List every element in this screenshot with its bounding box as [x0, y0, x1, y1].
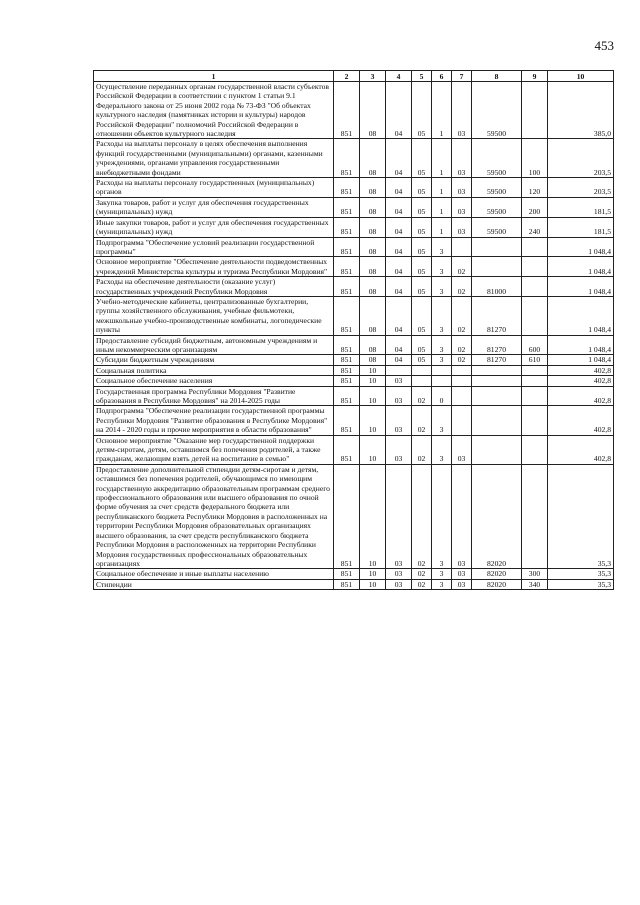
code-program: 05	[412, 296, 432, 335]
code-section: 08	[360, 197, 386, 217]
code-ministry: 851	[334, 139, 360, 178]
code-ministry: 851	[334, 406, 360, 435]
code-section: 08	[360, 82, 386, 139]
code-subsection: 04	[386, 257, 412, 277]
code-section: 08	[360, 335, 386, 355]
code-subsection: 03	[386, 435, 412, 464]
code-direction	[472, 435, 522, 464]
row-description: Подпрограмма "Обеспечение условий реализации государственной программы"	[94, 237, 334, 257]
code-subsection: 04	[386, 296, 412, 335]
code-section: 10	[360, 376, 386, 386]
code-measure: 03	[452, 464, 472, 568]
code-direction	[472, 376, 522, 386]
code-expense-type: 100	[522, 139, 548, 178]
table-row	[94, 296, 614, 335]
code-subsection: 03	[386, 579, 412, 589]
code-subprogram	[432, 365, 452, 375]
code-program: 05	[412, 277, 432, 297]
code-direction	[472, 406, 522, 435]
code-ministry: 851	[334, 217, 360, 237]
code-program	[412, 376, 432, 386]
code-program: 05	[412, 355, 432, 365]
code-measure	[452, 386, 472, 406]
code-program: 05	[412, 335, 432, 355]
code-expense-type	[522, 376, 548, 386]
code-expense-type: 300	[522, 569, 548, 579]
column-header: 2	[334, 71, 360, 82]
table-row	[94, 178, 614, 198]
code-program: 05	[412, 257, 432, 277]
code-ministry: 851	[334, 335, 360, 355]
code-subsection: 03	[386, 376, 412, 386]
row-description: Расходы на выплаты персоналу в целях обеспечения выполнения функций государственными (муниципальными) органами, казенными учреждениями, органами управления государственными внебюджетными фондами	[94, 139, 334, 178]
table-row	[94, 82, 614, 139]
table-row	[94, 217, 614, 237]
code-expense-type	[522, 237, 548, 257]
row-description: Основное мероприятие "Оказание мер государственной поддержки детям-сиротам, детям, оставшимся без попечения родителей, а также гражданам, желающим взять детей на воспитание в семью"	[94, 435, 334, 464]
code-measure: 03	[452, 217, 472, 237]
table-row	[94, 569, 614, 579]
row-description: Основное мероприятие "Обеспечение деятельности подведомственных учреждений Министерства культуры и туризма Республики Мордовия"	[94, 257, 334, 277]
code-subprogram: 3	[432, 296, 452, 335]
code-expense-type: 120	[522, 178, 548, 198]
table-row	[94, 257, 614, 277]
code-ministry: 851	[334, 579, 360, 589]
amount: 181,5	[548, 217, 614, 237]
column-header: 10	[548, 71, 614, 82]
code-subprogram: 1	[432, 197, 452, 217]
column-header: 7	[452, 71, 472, 82]
amount: 402,8	[548, 406, 614, 435]
code-subsection: 04	[386, 277, 412, 297]
amount: 385,0	[548, 82, 614, 139]
code-section: 10	[360, 435, 386, 464]
row-description: Социальное обеспечение и иные выплаты населению	[94, 569, 334, 579]
code-section: 08	[360, 296, 386, 335]
page-number: 453	[594, 38, 614, 53]
code-measure	[452, 237, 472, 257]
code-direction: 82020	[472, 579, 522, 589]
table-row	[94, 386, 614, 406]
code-measure: 02	[452, 335, 472, 355]
row-description: Подпрограмма "Обеспечение реализации государственной программы Республики Мордовия "Развитие образования в Республике Мордовия" на 2014 - 2020 годы и прочие мероприятия в области образования"	[94, 406, 334, 435]
row-description: Расходы на выплаты персоналу государственных (муниципальных) органов	[94, 178, 334, 198]
code-direction: 81270	[472, 296, 522, 335]
amount: 35,3	[548, 464, 614, 568]
table-row	[94, 197, 614, 217]
code-program: 02	[412, 386, 432, 406]
code-subsection: 04	[386, 139, 412, 178]
code-program: 02	[412, 569, 432, 579]
code-subsection: 03	[386, 569, 412, 579]
column-header: 5	[412, 71, 432, 82]
code-subsection: 04	[386, 335, 412, 355]
row-description: Расходы на обеспечение деятельности (оказание услуг) государственных учреждений Республики Мордовия	[94, 277, 334, 297]
code-subprogram: 3	[432, 277, 452, 297]
code-program: 05	[412, 139, 432, 178]
amount: 203,5	[548, 178, 614, 198]
code-subsection: 03	[386, 386, 412, 406]
code-program: 05	[412, 82, 432, 139]
code-section: 08	[360, 139, 386, 178]
code-expense-type	[522, 257, 548, 277]
row-description: Предоставление дополнительной стипендии детям-сиротам и детям, оставшимся без попечения родителей, обучающимся по имеющим государственную аккредитацию образовательным программам среднего профессионального образования или высшего образования по очной форме обучения за счет средств федерального бюджета или республиканского бюджета Республики Мордовия в расположенных на территории Республики Мордовия образовательных организациях высшего образования, за счет средств республиканского бюджета Республики Мордовия в расположенных на территории Республики Мордовия государственных профессиональных образовательных организациях	[94, 464, 334, 568]
code-section: 08	[360, 355, 386, 365]
amount: 1 048,4	[548, 335, 614, 355]
code-subprogram: 3	[432, 435, 452, 464]
code-direction: 82020	[472, 464, 522, 568]
column-header: 6	[432, 71, 452, 82]
code-expense-type	[522, 406, 548, 435]
code-subsection: 04	[386, 237, 412, 257]
amount: 203,5	[548, 139, 614, 178]
code-direction: 59500	[472, 139, 522, 178]
row-description: Закупка товаров, работ и услуг для обеспечения государственных (муниципальных) нужд	[94, 197, 334, 217]
code-program: 02	[412, 435, 432, 464]
amount: 181,5	[548, 197, 614, 217]
row-description: Субсидии бюджетным учреждениям	[94, 355, 334, 365]
code-ministry: 851	[334, 464, 360, 568]
code-program: 05	[412, 197, 432, 217]
amount: 402,8	[548, 365, 614, 375]
code-ministry: 851	[334, 386, 360, 406]
code-expense-type	[522, 365, 548, 375]
code-section: 08	[360, 217, 386, 237]
code-program: 05	[412, 178, 432, 198]
code-measure: 03	[452, 569, 472, 579]
code-ministry: 851	[334, 376, 360, 386]
amount: 402,8	[548, 386, 614, 406]
column-header: 1	[94, 71, 334, 82]
code-ministry: 851	[334, 296, 360, 335]
table-row	[94, 464, 614, 568]
row-description: Учебно-методические кабинеты, централизованные бухгалтерии, группы хозяйственного обслуживания, учебные фильмотеки, межшкольные учебно-производственные комбинаты, логопедические пункты	[94, 296, 334, 335]
code-expense-type	[522, 277, 548, 297]
code-section: 08	[360, 178, 386, 198]
code-subsection: 04	[386, 82, 412, 139]
code-subsection: 04	[386, 197, 412, 217]
row-description: Осуществление переданных органам государственной власти субъектов Российской Федерации в соответствии с пунктом 1 статьи 9.1 Федерального закона от 25 июня 2002 года № 73-ФЗ "Об объектах культурного наследия (памятниках истории и культуры) народов Российской Федерации" полномочий Российской Федерации в отношении объектов культурного наследия	[94, 82, 334, 139]
code-measure: 02	[452, 257, 472, 277]
budget-table	[93, 70, 614, 590]
table-row	[94, 435, 614, 464]
amount: 402,8	[548, 376, 614, 386]
header-row	[94, 71, 614, 82]
amount: 1 048,4	[548, 355, 614, 365]
code-direction: 82020	[472, 569, 522, 579]
code-subprogram: 1	[432, 139, 452, 178]
amount: 1 048,4	[548, 296, 614, 335]
code-subprogram: 3	[432, 355, 452, 365]
code-expense-type: 610	[522, 355, 548, 365]
code-subprogram: 3	[432, 257, 452, 277]
code-expense-type	[522, 296, 548, 335]
code-direction: 59500	[472, 178, 522, 198]
table-row	[94, 376, 614, 386]
code-measure: 03	[452, 178, 472, 198]
code-ministry: 851	[334, 257, 360, 277]
code-expense-type: 600	[522, 335, 548, 355]
code-ministry: 851	[334, 277, 360, 297]
code-section: 10	[360, 386, 386, 406]
code-ministry: 851	[334, 435, 360, 464]
code-subsection: 04	[386, 355, 412, 365]
code-subprogram: 1	[432, 217, 452, 237]
code-direction: 81000	[472, 277, 522, 297]
table-row	[94, 406, 614, 435]
amount: 1 048,4	[548, 237, 614, 257]
code-direction	[472, 257, 522, 277]
code-expense-type	[522, 386, 548, 406]
code-ministry: 851	[334, 365, 360, 375]
code-ministry: 851	[334, 355, 360, 365]
code-subprogram: 3	[432, 579, 452, 589]
code-measure: 03	[452, 82, 472, 139]
table-row	[94, 365, 614, 375]
code-program: 05	[412, 217, 432, 237]
code-direction	[472, 386, 522, 406]
code-direction: 81270	[472, 355, 522, 365]
amount: 35,3	[548, 579, 614, 589]
column-header: 4	[386, 71, 412, 82]
code-measure: 02	[452, 296, 472, 335]
code-subsection: 03	[386, 406, 412, 435]
code-subsection	[386, 365, 412, 375]
code-expense-type	[522, 435, 548, 464]
code-direction: 59500	[472, 197, 522, 217]
code-direction: 59500	[472, 82, 522, 139]
table-row	[94, 579, 614, 589]
code-direction: 59500	[472, 217, 522, 237]
code-subprogram: 3	[432, 237, 452, 257]
code-direction: 81270	[472, 335, 522, 355]
code-ministry: 851	[334, 569, 360, 579]
code-direction	[472, 237, 522, 257]
table-row	[94, 355, 614, 365]
code-section: 08	[360, 257, 386, 277]
code-ministry: 851	[334, 197, 360, 217]
code-program: 02	[412, 406, 432, 435]
code-subprogram: 0	[432, 386, 452, 406]
code-direction	[472, 365, 522, 375]
table-row	[94, 277, 614, 297]
code-ministry: 851	[334, 237, 360, 257]
amount: 35,3	[548, 569, 614, 579]
code-ministry: 851	[334, 82, 360, 139]
code-section: 10	[360, 365, 386, 375]
row-description: Социальное обеспечение населения	[94, 376, 334, 386]
code-measure: 02	[452, 355, 472, 365]
code-subprogram: 3	[432, 464, 452, 568]
table-row	[94, 139, 614, 178]
code-program: 05	[412, 237, 432, 257]
code-measure: 03	[452, 139, 472, 178]
code-subprogram: 1	[432, 82, 452, 139]
code-subprogram: 3	[432, 335, 452, 355]
code-expense-type: 240	[522, 217, 548, 237]
code-measure	[452, 365, 472, 375]
code-subsection: 04	[386, 178, 412, 198]
row-description: Иные закупки товаров, работ и услуг для обеспечения государственных (муниципальных) нужд	[94, 217, 334, 237]
code-subsection: 04	[386, 217, 412, 237]
code-measure: 02	[452, 277, 472, 297]
code-expense-type	[522, 464, 548, 568]
row-description: Государственная программа Республики Мордовия "Развитие образования в Республике Мордовия" на 2014-2025 годы	[94, 386, 334, 406]
code-measure: 03	[452, 435, 472, 464]
code-measure	[452, 406, 472, 435]
column-header: 9	[522, 71, 548, 82]
table-row	[94, 237, 614, 257]
code-expense-type: 340	[522, 579, 548, 589]
code-measure	[452, 376, 472, 386]
code-subprogram: 3	[432, 406, 452, 435]
column-header: 8	[472, 71, 522, 82]
code-section: 10	[360, 579, 386, 589]
code-measure: 03	[452, 579, 472, 589]
code-program	[412, 365, 432, 375]
code-measure: 03	[452, 197, 472, 217]
code-section: 10	[360, 464, 386, 568]
amount: 402,8	[548, 435, 614, 464]
column-header: 3	[360, 71, 386, 82]
code-section: 10	[360, 569, 386, 579]
row-description: Социальная политика	[94, 365, 334, 375]
code-subprogram	[432, 376, 452, 386]
table-row	[94, 335, 614, 355]
code-subsection: 03	[386, 464, 412, 568]
code-ministry: 851	[334, 178, 360, 198]
code-section: 10	[360, 406, 386, 435]
code-section: 08	[360, 237, 386, 257]
row-description: Предоставление субсидий бюджетным, автономным учреждениям и иным некоммерческим организациям	[94, 335, 334, 355]
code-section: 08	[360, 277, 386, 297]
code-program: 02	[412, 579, 432, 589]
code-subprogram: 1	[432, 178, 452, 198]
code-subprogram: 3	[432, 569, 452, 579]
code-expense-type: 200	[522, 197, 548, 217]
row-description: Стипендии	[94, 579, 334, 589]
amount: 1 048,4	[548, 277, 614, 297]
code-program: 02	[412, 464, 432, 568]
code-expense-type	[522, 82, 548, 139]
amount: 1 048,4	[548, 257, 614, 277]
